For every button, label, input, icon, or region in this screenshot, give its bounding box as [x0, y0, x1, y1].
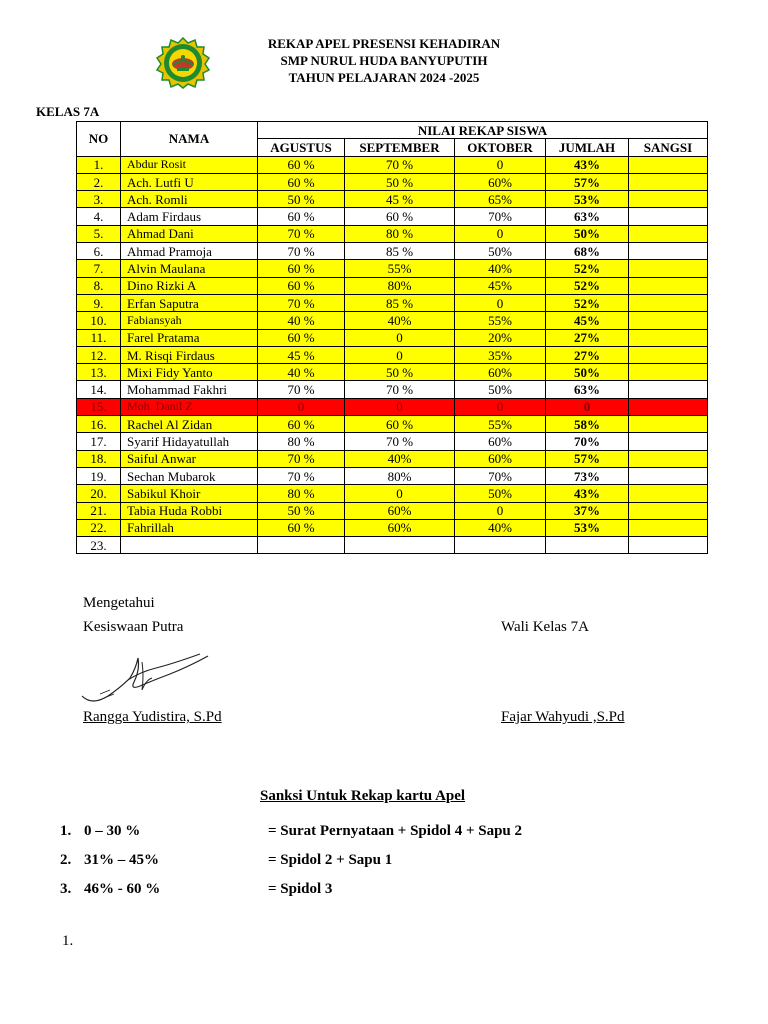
- cell-nama: Mixi Fidy Yanto: [121, 364, 258, 381]
- cell-agustus: 70 %: [258, 225, 345, 242]
- cell-nama: Mohammad Fakhri: [121, 381, 258, 398]
- cell-nama: Abdur Rosit: [121, 156, 258, 173]
- cell-no: 20.: [77, 485, 121, 502]
- sanksi-rule-2-num: 2.: [60, 852, 72, 868]
- cell-sangsi: [629, 312, 708, 329]
- table-row: [77, 346, 708, 363]
- cell-oktober: 0: [455, 294, 546, 311]
- cell-september: 40%: [345, 312, 455, 329]
- cell-jumlah: [546, 537, 629, 554]
- cell-september: 0: [345, 398, 455, 415]
- table-row: [77, 225, 708, 242]
- table-row: [77, 243, 708, 260]
- table-row: [77, 191, 708, 208]
- cell-nama: Adam Firdaus: [121, 208, 258, 225]
- cell-jumlah: 27%: [546, 329, 629, 346]
- cell-no: 13.: [77, 364, 121, 381]
- cell-no: 22.: [77, 519, 121, 536]
- cell-september: 60%: [345, 502, 455, 519]
- cell-agustus: 60 %: [258, 416, 345, 433]
- document-header: [200, 35, 568, 86]
- cell-nama: Rachel Al Zidan: [121, 416, 258, 433]
- cell-oktober: 20%: [455, 329, 546, 346]
- cell-sangsi: [629, 467, 708, 484]
- sanksi-rule-2-result: = Spidol 2 + Sapu 1: [268, 852, 393, 868]
- cell-agustus: 70 %: [258, 294, 345, 311]
- cell-jumlah: 43%: [546, 156, 629, 173]
- cell-oktober: 55%: [455, 312, 546, 329]
- cell-sangsi: [629, 519, 708, 536]
- cell-oktober: 60%: [455, 450, 546, 467]
- cell-nama: Syarif Hidayatullah: [121, 433, 258, 450]
- cell-no: 5.: [77, 225, 121, 242]
- cell-september: 50 %: [345, 173, 455, 190]
- cell-september: 85 %: [345, 243, 455, 260]
- cell-nama: Dino Rizki A: [121, 277, 258, 294]
- cell-no: 8.: [77, 277, 121, 294]
- cell-nama: Ahmad Dani: [121, 225, 258, 242]
- sanksi-rule-3-result: = Spidol 3: [268, 881, 333, 897]
- class-label: KELAS 7A: [36, 104, 100, 119]
- cell-september: 60 %: [345, 208, 455, 225]
- cell-agustus: 70 %: [258, 450, 345, 467]
- cell-oktober: 50%: [455, 243, 546, 260]
- cell-jumlah: 37%: [546, 502, 629, 519]
- cell-oktober: 35%: [455, 346, 546, 363]
- cell-agustus: 80 %: [258, 433, 345, 450]
- cell-no: 2.: [77, 173, 121, 190]
- cell-oktober: 45%: [455, 277, 546, 294]
- table-row: [77, 519, 708, 536]
- sanksi-rule-1-num: 1.: [60, 823, 72, 839]
- cell-september: 0: [345, 346, 455, 363]
- cell-nama: Fabiansyah: [121, 312, 258, 329]
- cell-sangsi: [629, 173, 708, 190]
- table-row: [77, 502, 708, 519]
- cell-jumlah: 52%: [546, 294, 629, 311]
- cell-september: 80 %: [345, 225, 455, 242]
- header-year: TAHUN PELAJARAN 2024 -2025: [288, 70, 480, 85]
- cell-nama: Fahrillah: [121, 519, 258, 536]
- cell-september: 60 %: [345, 416, 455, 433]
- header-jumlah: JUMLAH: [546, 139, 629, 156]
- sanksi-rule-1-result: = Surat Pernyataan + Spidol 4 + Sapu 2: [268, 823, 523, 839]
- cell-no: 1.: [77, 156, 121, 173]
- cell-oktober: [455, 537, 546, 554]
- cell-sangsi: [629, 381, 708, 398]
- cell-jumlah: 43%: [546, 485, 629, 502]
- cell-jumlah: 68%: [546, 243, 629, 260]
- header-no: NO: [77, 122, 121, 157]
- cell-agustus: 60 %: [258, 260, 345, 277]
- cell-september: 45 %: [345, 191, 455, 208]
- cell-september: 80%: [345, 277, 455, 294]
- cell-oktober: 60%: [455, 364, 546, 381]
- cell-jumlah: 52%: [546, 277, 629, 294]
- cell-agustus: 60 %: [258, 277, 345, 294]
- table-row: [77, 398, 708, 415]
- cell-no: 18.: [77, 450, 121, 467]
- attendance-table: [76, 121, 708, 554]
- cell-no: 7.: [77, 260, 121, 277]
- cell-agustus: 80 %: [258, 485, 345, 502]
- table-row: [77, 537, 708, 554]
- cell-oktober: 0: [455, 502, 546, 519]
- header-september: SEPTEMBER: [345, 139, 455, 156]
- cell-jumlah: 57%: [546, 173, 629, 190]
- cell-no: 19.: [77, 467, 121, 484]
- cell-nama: Farel Pratama: [121, 329, 258, 346]
- table-row: [77, 450, 708, 467]
- cell-jumlah: 53%: [546, 191, 629, 208]
- cell-september: 60%: [345, 519, 455, 536]
- table-row: [77, 312, 708, 329]
- cell-sangsi: [629, 294, 708, 311]
- cell-jumlah: 45%: [546, 312, 629, 329]
- table-row: [77, 277, 708, 294]
- cell-oktober: 60%: [455, 173, 546, 190]
- cell-oktober: 50%: [455, 485, 546, 502]
- cell-jumlah: 52%: [546, 260, 629, 277]
- cell-sangsi: [629, 225, 708, 242]
- header-title: REKAP APEL PRESENSI KEHADIRAN: [267, 36, 501, 51]
- table-row: [77, 485, 708, 502]
- cell-no: 11.: [77, 329, 121, 346]
- cell-jumlah: 58%: [546, 416, 629, 433]
- cell-nama: Moh. Danil Z: [121, 398, 258, 415]
- signature-left-name: Rangga Yudistira, S.Pd: [83, 709, 222, 725]
- cell-nama: Ach. Romli: [121, 191, 258, 208]
- cell-no: 6.: [77, 243, 121, 260]
- cell-no: 17.: [77, 433, 121, 450]
- cell-agustus: [258, 537, 345, 554]
- cell-nama: Alvin Maulana: [121, 260, 258, 277]
- cell-sangsi: [629, 260, 708, 277]
- cell-sangsi: [629, 156, 708, 173]
- cell-no: 14.: [77, 381, 121, 398]
- cell-agustus: 40 %: [258, 364, 345, 381]
- cell-sangsi: [629, 398, 708, 415]
- cell-agustus: 60 %: [258, 156, 345, 173]
- cell-sangsi: [629, 433, 708, 450]
- header-nama: NAMA: [121, 122, 258, 157]
- signature-left-label2: Kesiswaan Putra: [83, 619, 184, 635]
- cell-agustus: 70 %: [258, 381, 345, 398]
- cell-agustus: 60 %: [258, 173, 345, 190]
- cell-september: 40%: [345, 450, 455, 467]
- cell-no: 4.: [77, 208, 121, 225]
- table-row: [77, 433, 708, 450]
- cell-agustus: 60 %: [258, 329, 345, 346]
- cell-no: 10.: [77, 312, 121, 329]
- list-item: 1.: [62, 933, 74, 949]
- cell-agustus: 0: [258, 398, 345, 415]
- cell-oktober: 60%: [455, 433, 546, 450]
- cell-oktober: 55%: [455, 416, 546, 433]
- cell-agustus: 45 %: [258, 346, 345, 363]
- cell-nama: Ahmad Pramoja: [121, 243, 258, 260]
- cell-no: 23.: [77, 537, 121, 554]
- table-row: [77, 381, 708, 398]
- cell-sangsi: [629, 450, 708, 467]
- table-row: [77, 329, 708, 346]
- cell-jumlah: 73%: [546, 467, 629, 484]
- signature-right-label: Wali Kelas 7A: [501, 619, 589, 635]
- cell-nama: [121, 537, 258, 554]
- cell-oktober: 70%: [455, 208, 546, 225]
- header-oktober: OKTOBER: [455, 139, 546, 156]
- cell-september: 85 %: [345, 294, 455, 311]
- cell-jumlah: 70%: [546, 433, 629, 450]
- cell-sangsi: [629, 485, 708, 502]
- cell-oktober: 0: [455, 225, 546, 242]
- header-agustus: AGUSTUS: [258, 139, 345, 156]
- cell-jumlah: 63%: [546, 208, 629, 225]
- cell-sangsi: [629, 364, 708, 381]
- table-row: [77, 364, 708, 381]
- cell-agustus: 40 %: [258, 312, 345, 329]
- cell-sangsi: [629, 191, 708, 208]
- cell-september: 70 %: [345, 433, 455, 450]
- cell-september: 55%: [345, 260, 455, 277]
- header-sangsi: SANGSI: [629, 139, 708, 156]
- cell-sangsi: [629, 208, 708, 225]
- cell-sangsi: [629, 502, 708, 519]
- cell-sangsi: [629, 243, 708, 260]
- header-school: SMP NURUL HUDA BANYUPUTIH: [280, 53, 488, 68]
- cell-oktober: 40%: [455, 260, 546, 277]
- cell-no: 9.: [77, 294, 121, 311]
- sanksi-rule-2-range: 31% – 45%: [84, 852, 159, 868]
- header-nilai-group: NILAI REKAP SISWA: [258, 122, 708, 139]
- cell-sangsi: [629, 537, 708, 554]
- cell-oktober: 0: [455, 398, 546, 415]
- cell-september: 0: [345, 329, 455, 346]
- cell-jumlah: 27%: [546, 346, 629, 363]
- cell-sangsi: [629, 277, 708, 294]
- cell-no: 21.: [77, 502, 121, 519]
- sanksi-title: Sanksi Untuk Rekap kartu Apel: [260, 788, 466, 804]
- table-row: [77, 173, 708, 190]
- table-row: [77, 208, 708, 225]
- table-row: [77, 467, 708, 484]
- signature-left-label1: Mengetahui: [83, 595, 155, 611]
- cell-no: 16.: [77, 416, 121, 433]
- cell-september: 50 %: [345, 364, 455, 381]
- cell-jumlah: 0: [546, 398, 629, 415]
- cell-september: [345, 537, 455, 554]
- cell-nama: Saiful Anwar: [121, 450, 258, 467]
- cell-sangsi: [629, 329, 708, 346]
- cell-no: 3.: [77, 191, 121, 208]
- cell-oktober: 70%: [455, 467, 546, 484]
- cell-agustus: 60 %: [258, 208, 345, 225]
- sanksi-rule-3-num: 3.: [60, 881, 72, 897]
- cell-sangsi: [629, 416, 708, 433]
- cell-nama: Ach. Lutfi U: [121, 173, 258, 190]
- cell-oktober: 40%: [455, 519, 546, 536]
- table-row: [77, 294, 708, 311]
- cell-nama: Erfan Saputra: [121, 294, 258, 311]
- cell-oktober: 0: [455, 156, 546, 173]
- cell-september: 0: [345, 485, 455, 502]
- cell-agustus: 50 %: [258, 191, 345, 208]
- cell-nama: M. Risqi Firdaus: [121, 346, 258, 363]
- cell-jumlah: 50%: [546, 364, 629, 381]
- cell-jumlah: 57%: [546, 450, 629, 467]
- cell-oktober: 65%: [455, 191, 546, 208]
- cell-september: 70 %: [345, 156, 455, 173]
- cell-agustus: 70 %: [258, 467, 345, 484]
- cell-september: 80%: [345, 467, 455, 484]
- cell-nama: Sabikul Khoir: [121, 485, 258, 502]
- cell-nama: Sechan Mubarok: [121, 467, 258, 484]
- handwritten-signature: [80, 650, 215, 710]
- cell-jumlah: 50%: [546, 225, 629, 242]
- table-row: [77, 260, 708, 277]
- cell-jumlah: 63%: [546, 381, 629, 398]
- cell-no: 12.: [77, 346, 121, 363]
- signature-right-name: Fajar Wahyudi ,S.Pd: [501, 709, 625, 725]
- sanksi-rule-1-range: 0 – 30 %: [84, 823, 141, 839]
- cell-agustus: 70 %: [258, 243, 345, 260]
- cell-nama: Tabia Huda Robbi: [121, 502, 258, 519]
- table-row: [77, 416, 708, 433]
- cell-no: 15.: [77, 398, 121, 415]
- cell-sangsi: [629, 346, 708, 363]
- cell-oktober: 50%: [455, 381, 546, 398]
- cell-agustus: 50 %: [258, 502, 345, 519]
- cell-september: 70 %: [345, 381, 455, 398]
- cell-jumlah: 53%: [546, 519, 629, 536]
- table-row: [77, 156, 708, 173]
- cell-agustus: 60 %: [258, 519, 345, 536]
- sanksi-rule-3-range: 46% - 60 %: [84, 881, 161, 897]
